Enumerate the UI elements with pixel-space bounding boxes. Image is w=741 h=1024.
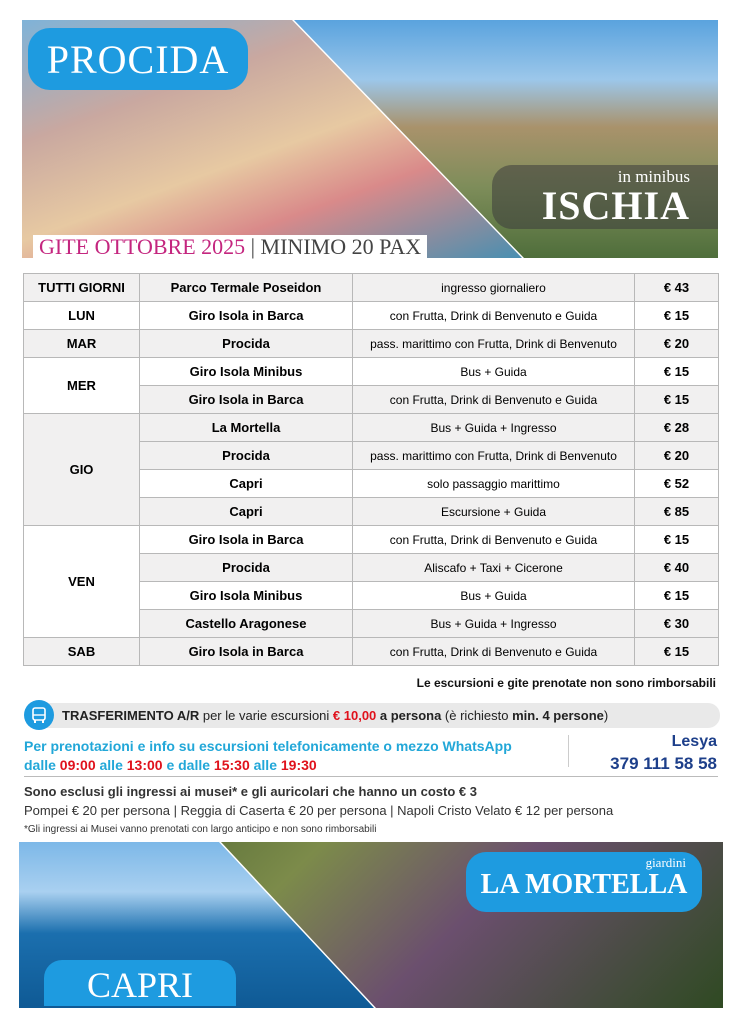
ischia-subtitle: in minibus — [617, 167, 690, 186]
contact-name: Lesya — [671, 733, 717, 750]
excursion-name: Procida — [140, 554, 353, 582]
gite-heading — [33, 235, 427, 259]
excursion-name: Capri — [140, 498, 353, 526]
table-row — [24, 358, 719, 386]
excursion-description: Bus + Guida + Ingresso — [353, 610, 635, 638]
excursion-price: € 15 — [635, 302, 719, 330]
booking-line: Per prenotazioni e info su escursioni telefonicamente o mezzo WhatsApp — [24, 738, 512, 754]
table-row — [24, 526, 719, 554]
excursion-description: Bus + Guida — [353, 582, 635, 610]
excursion-price: € 15 — [635, 638, 719, 666]
ischia-title: ISCHIA — [541, 183, 690, 228]
excursion-price: € 52 — [635, 470, 719, 498]
transfer-required: (è richiesto — [441, 708, 513, 723]
exclusions — [24, 782, 613, 839]
footnote: *Gli ingressi ai Musei vanno prenotati con largo anticipo e non sono rimborsabili — [24, 824, 377, 835]
transfer-per-person: a persona — [376, 708, 442, 723]
excursion-price: € 15 — [635, 526, 719, 554]
excursion-name: Giro Isola in Barca — [140, 386, 353, 414]
separator: | — [245, 234, 261, 259]
excursion-name: Giro Isola in Barca — [140, 526, 353, 554]
divider — [24, 776, 718, 777]
excursion-description: Aliscafo + Taxi + Cicerone — [353, 554, 635, 582]
t: alle — [95, 757, 127, 773]
excursions-table — [23, 273, 719, 666]
transfer-text: per le varie escursioni — [199, 708, 333, 723]
excursion-name: Procida — [140, 330, 353, 358]
table-row — [24, 414, 719, 442]
excursion-price: € 15 — [635, 358, 719, 386]
bus-icon — [24, 700, 54, 730]
excursion-name: La Mortella — [140, 414, 353, 442]
booking-info — [24, 737, 512, 775]
transfer-info — [44, 703, 720, 728]
day-cell: MER — [24, 358, 140, 414]
transfer-min: min. 4 persone — [512, 708, 604, 723]
hour: 15:30 — [213, 757, 250, 773]
t: dalle — [24, 757, 60, 773]
excursion-description: con Frutta, Drink di Benvenuto e Guida — [353, 386, 635, 414]
excursion-price: € 40 — [635, 554, 719, 582]
transfer-price: € 10,00 — [332, 708, 377, 723]
excursion-name: Giro Isola in Barca — [140, 638, 353, 666]
excursion-name: Giro Isola in Barca — [140, 302, 353, 330]
contact-phone[interactable]: 379 111 58 58 — [610, 754, 717, 773]
day-cell: VEN — [24, 526, 140, 638]
hour: 19:30 — [280, 757, 317, 773]
excursion-name: Parco Termale Poseidon — [140, 274, 353, 302]
exclusions-title: Sono esclusi gli ingressi ai musei* e gli auricolari che hanno un costo € 3 — [24, 784, 477, 799]
mortella-label — [466, 852, 702, 912]
excursion-description: ingresso giornaliero — [353, 274, 635, 302]
museum-prices: Pompei € 20 per persona | Reggia di Caserta € 20 per persona | Napoli Cristo Velato € 12 per persona — [24, 803, 614, 818]
excursion-name: Giro Isola Minibus — [140, 358, 353, 386]
table-row — [24, 302, 719, 330]
gite-month: GITE OTTOBRE 2025 — [39, 234, 246, 259]
hour: 09:00 — [59, 757, 96, 773]
table-row — [24, 638, 719, 666]
excursion-description: con Frutta, Drink di Benvenuto e Guida — [353, 526, 635, 554]
t: e dalle — [162, 757, 214, 773]
excursion-price: € 15 — [635, 582, 719, 610]
t: alle — [249, 757, 281, 773]
excursion-price: € 43 — [635, 274, 719, 302]
excursion-description: solo passaggio marittimo — [353, 470, 635, 498]
day-cell: MAR — [24, 330, 140, 358]
hour: 13:00 — [126, 757, 163, 773]
day-cell: GIO — [24, 414, 140, 526]
excursion-description: Escursione + Guida — [353, 498, 635, 526]
contact — [610, 733, 717, 774]
table-row — [24, 330, 719, 358]
excursion-name: Procida — [140, 442, 353, 470]
booking-hours — [24, 756, 512, 775]
excursion-description: pass. marittimo con Frutta, Drink di Benvenuto — [353, 442, 635, 470]
excursion-description: con Frutta, Drink di Benvenuto e Guida — [353, 302, 635, 330]
day-cell: SAB — [24, 638, 140, 666]
capri-label: CAPRI — [44, 960, 236, 1006]
non-refundable-note: Le escursioni e gite prenotate non sono rimborsabili — [416, 676, 716, 690]
excursion-description: Bus + Guida — [353, 358, 635, 386]
table-row — [24, 274, 719, 302]
excursion-price: € 20 — [635, 442, 719, 470]
excursion-name: Castello Aragonese — [140, 610, 353, 638]
excursion-description: Bus + Guida + Ingresso — [353, 414, 635, 442]
day-cell: LUN — [24, 302, 140, 330]
mortella-title: LA MORTELLA — [480, 869, 688, 900]
excursion-description: con Frutta, Drink di Benvenuto e Guida — [353, 638, 635, 666]
ischia-label — [492, 165, 718, 229]
excursion-name: Capri — [140, 470, 353, 498]
divider — [568, 735, 569, 767]
excursion-price: € 28 — [635, 414, 719, 442]
mortella-subtitle: giardini — [645, 855, 686, 870]
excursion-name: Giro Isola Minibus — [140, 582, 353, 610]
excursion-price: € 85 — [635, 498, 719, 526]
excursion-price: € 30 — [635, 610, 719, 638]
excursion-price: € 20 — [635, 330, 719, 358]
transfer-close: ) — [603, 708, 609, 723]
excursion-price: € 15 — [635, 386, 719, 414]
procida-label: PROCIDA — [28, 28, 248, 90]
day-cell: TUTTI GIORNI — [24, 274, 140, 302]
excursion-description: pass. marittimo con Frutta, Drink di Benvenuto — [353, 330, 635, 358]
minimo-pax: MINIMO 20 PAX — [260, 234, 422, 259]
transfer-title: TRASFERIMENTO A/R — [62, 708, 200, 723]
